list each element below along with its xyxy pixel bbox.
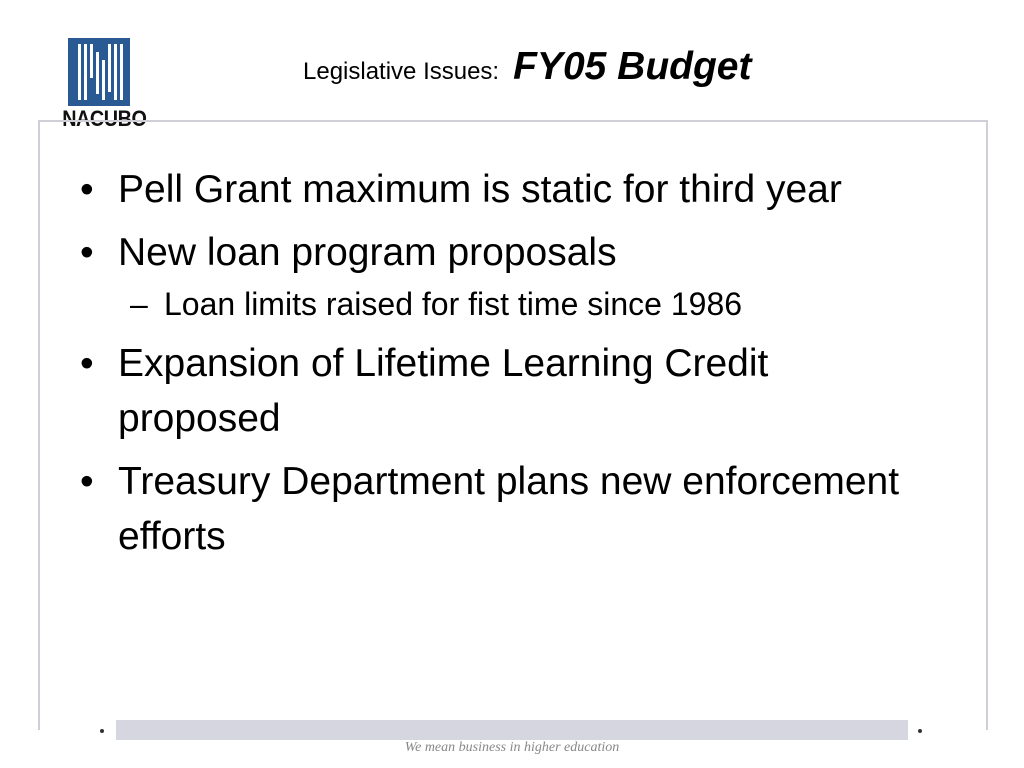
sub-bullet-text: Loan limits raised for fist time since 1986 xyxy=(164,286,743,322)
slide-content xyxy=(80,162,930,572)
title-prefix: Legislative Issues: xyxy=(303,58,500,85)
bullet-text: New loan program proposals xyxy=(118,231,617,274)
bullet-item xyxy=(80,225,930,280)
sub-bullet-marker: – xyxy=(130,286,148,322)
footer-dot-right xyxy=(918,729,922,733)
footer-tagline: We mean business in higher education xyxy=(404,740,620,755)
bullet-text: Treasury Department plans new enforcement efforts xyxy=(118,460,900,558)
logo-text: NACUBO xyxy=(62,106,147,131)
bullet-marker: • xyxy=(80,342,94,385)
bullet-text: Pell Grant maximum is static for third year xyxy=(118,168,842,211)
bullet-item xyxy=(80,454,930,564)
sub-bullet-item xyxy=(80,282,930,326)
slide-title xyxy=(303,45,751,89)
bullet-marker: • xyxy=(80,460,94,503)
footer-dot-left xyxy=(100,729,104,733)
nacubo-logo-icon xyxy=(68,38,130,106)
bullet-text: Expansion of Lifetime Learning Credit proposed xyxy=(118,342,769,440)
bullet-list xyxy=(80,162,930,564)
bullet-item xyxy=(80,162,930,217)
footer-bar xyxy=(116,720,908,740)
bullet-marker: • xyxy=(80,168,94,211)
title-main: FY05 Budget xyxy=(513,45,752,88)
bullet-marker: • xyxy=(80,231,94,274)
bullet-item xyxy=(80,336,930,446)
